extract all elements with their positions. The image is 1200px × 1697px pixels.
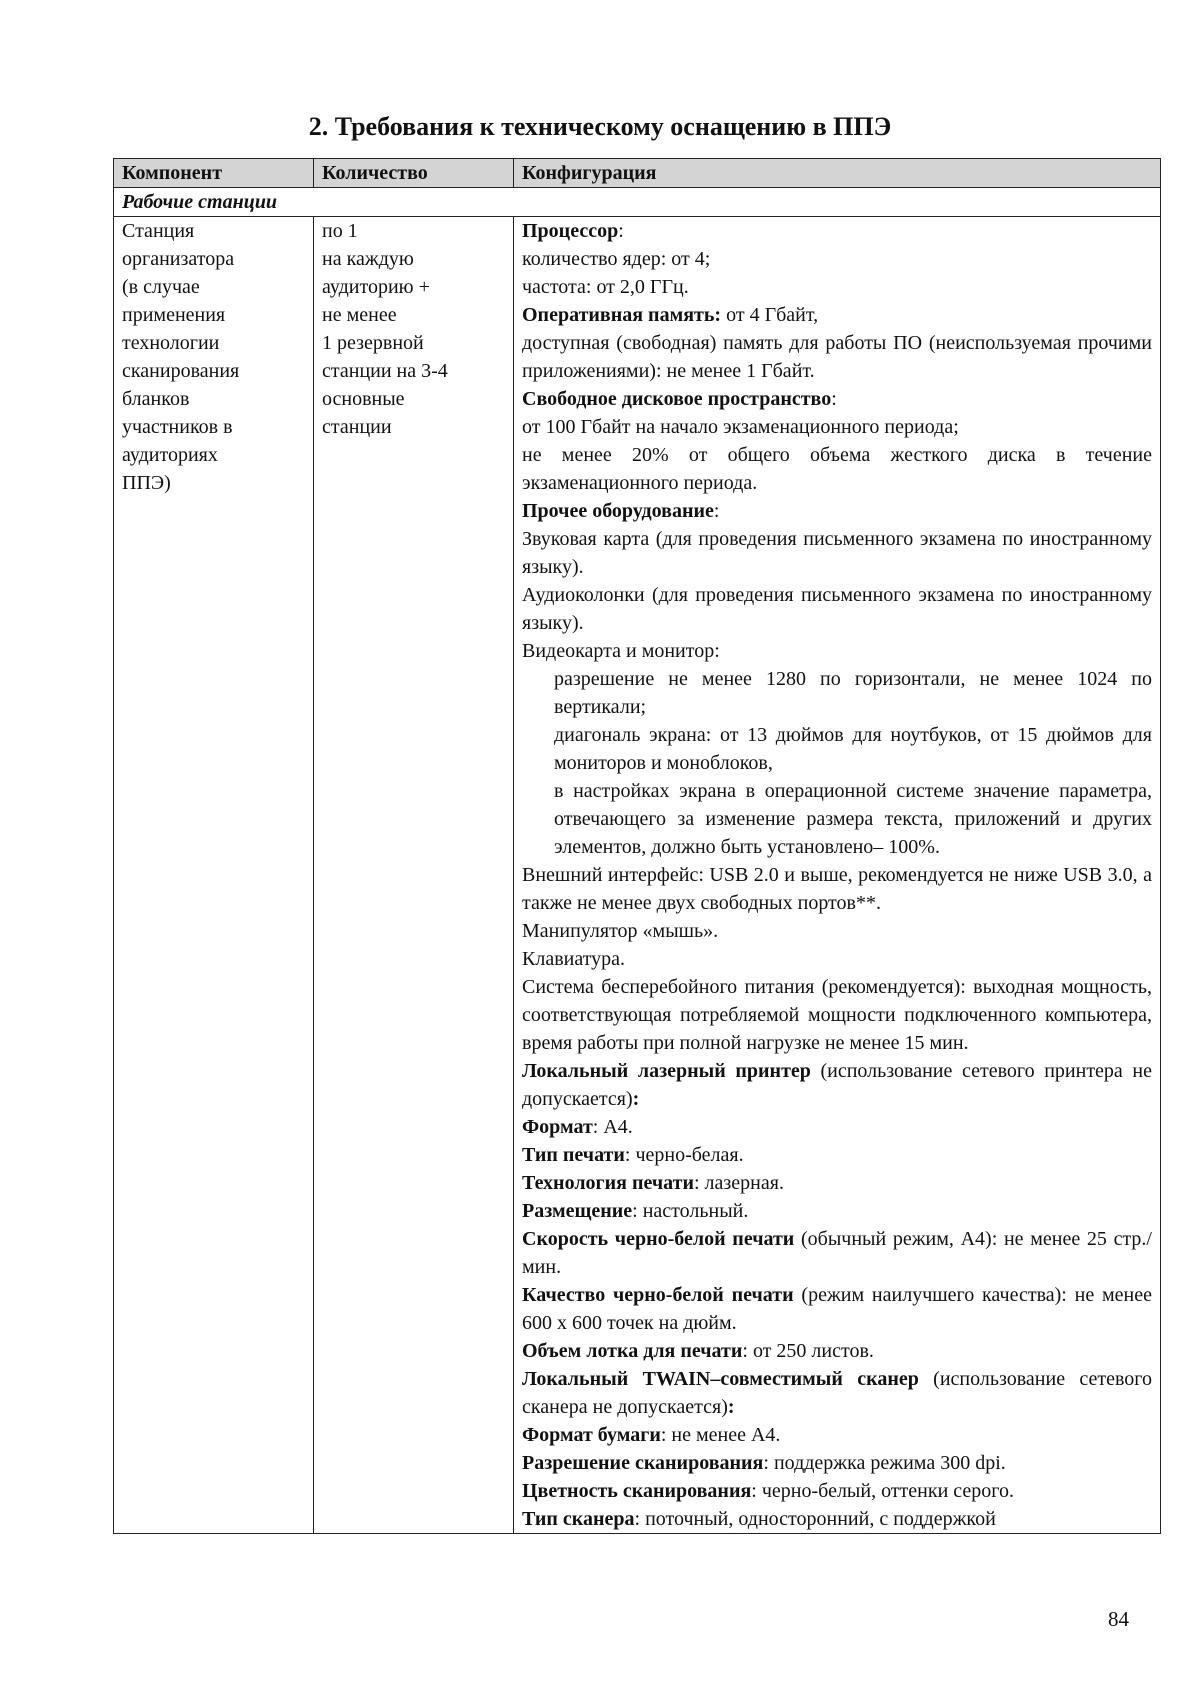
config-line-bold: Технология печати (522, 1172, 694, 1194)
quantity-cell: по 1 на каждую аудиторию + не менее 1 резервной станции на 3-4 основные станции (314, 217, 514, 1534)
config-line-text: Клавиатура. (522, 948, 626, 970)
config-line (522, 273, 1152, 301)
config-line (522, 1281, 1152, 1337)
config-line-text: от 4 Гбайт, (721, 304, 819, 326)
config-line-text: в настройках экрана в операционной системе значение параметра, отвечающего за изменение размера текста, приложений и других элементов, должно быть установлено– 100%. (554, 780, 1152, 858)
config-line-text: от 100 Гбайт на начало экзаменационного периода; (522, 416, 959, 438)
config-line (522, 525, 1152, 581)
config-line (522, 581, 1152, 637)
config-line-bold: Тип сканера (522, 1508, 635, 1530)
config-line-bold: Локальный лазерный принтер (522, 1060, 811, 1082)
config-line (522, 441, 1152, 497)
config-line (522, 217, 1152, 245)
config-line-text: : (618, 220, 624, 242)
config-line (522, 413, 1152, 441)
table-header-row (114, 159, 1161, 188)
config-line-text: : от 250 листов. (742, 1340, 874, 1362)
config-line-text: (использование сетевого принтера не допускается) (522, 1060, 1152, 1110)
config-line-text: : (713, 500, 720, 522)
config-line-text: Внешний интерфейс: USB 2.0 и выше, рекомендуется не ниже USB 3.0, а также не менее двух свободных портов**. (522, 864, 1152, 914)
config-line-bold: Размещение (522, 1200, 633, 1222)
configuration-cell (514, 217, 1161, 1534)
config-line-text: Видеокарта и монитор: (522, 640, 720, 662)
table-row (114, 217, 1161, 1534)
config-line (522, 1477, 1152, 1505)
config-line-text: не менее 20% от общего объема жесткого диска в течение экзаменационного периода. (522, 444, 1152, 494)
page-number: 84 (1108, 1607, 1129, 1631)
config-line-bold: Тип печати (522, 1144, 625, 1166)
config-line (522, 1141, 1152, 1169)
config-line (522, 497, 1152, 525)
config-line (522, 945, 1152, 973)
config-line (522, 917, 1152, 945)
config-line-text: частота: от 2,0 ГГц. (522, 276, 689, 298)
config-line-text: количество ядер: от 4; (522, 248, 711, 270)
config-line (522, 973, 1152, 1057)
config-line-bold: Скорость черно-белой печати (522, 1228, 795, 1250)
config-line (522, 1337, 1152, 1365)
config-line-text: (обычный режим, А4): не менее 25 стр./мин. (522, 1228, 1152, 1278)
header-quantity: Количество (314, 159, 514, 188)
component-cell: Станция организатора (в случае применения технологии сканирования бланков участников в аудиториях ППЭ) (114, 217, 314, 1534)
config-line-text: : поддержка режима 300 dpi. (763, 1452, 1006, 1474)
config-line-text: : черно-белая. (624, 1144, 744, 1166)
config-line-bold-suffix: : (727, 1396, 735, 1418)
config-line-bold: Разрешение сканирования (522, 1452, 764, 1474)
config-line (522, 245, 1152, 273)
config-line-text: : поточный, односторонний, с поддержкой (634, 1508, 996, 1530)
config-line (522, 665, 1152, 721)
config-line (522, 385, 1152, 413)
section-heading: 2. Требования к техническому оснащению в ППЭ (308, 112, 892, 141)
config-line-text: : не менее А4. (660, 1424, 781, 1446)
config-line (522, 1505, 1152, 1533)
config-line-text: разрешение не менее 1280 по горизонтали, не менее 1024 по вертикали; (554, 668, 1152, 718)
config-line (522, 637, 1152, 665)
config-line (522, 1365, 1152, 1421)
config-line-bold: Формат бумаги (522, 1424, 661, 1446)
config-line (522, 1169, 1152, 1197)
group-row (114, 188, 1161, 217)
config-line-text: (режим наилучшего качества): не менее 600 x 600 точек на дюйм. (522, 1284, 1152, 1334)
config-line-text: : А4. (592, 1116, 633, 1138)
config-line (522, 1057, 1152, 1113)
config-line-text: Манипулятор «мышь». (522, 920, 719, 942)
config-line-bold: Прочее оборудование (522, 500, 714, 522)
config-line-text: Аудиоколонки (для проведения письменного экзамена по иностранному языку). (522, 584, 1152, 634)
group-label: Рабочие станции (114, 188, 1161, 217)
config-line-bold: Формат (522, 1116, 593, 1138)
config-line (522, 1197, 1152, 1225)
config-line-text: (использование сетевого сканера не допускается) (522, 1368, 1152, 1418)
config-line-bold: Цветность сканирования (522, 1480, 752, 1502)
config-line (522, 1421, 1152, 1449)
config-line (522, 721, 1152, 777)
config-line-bold: Свободное дисковое пространство (522, 388, 832, 410)
config-line-text: : настольный. (632, 1200, 749, 1222)
config-line (522, 301, 1152, 329)
config-line-text: Звуковая карта (для проведения письменного экзамена по иностранному языку). (522, 528, 1152, 578)
config-line-bold-suffix: : (632, 1088, 640, 1110)
config-line (522, 861, 1152, 917)
config-line-text: : лазерная. (693, 1172, 784, 1194)
header-configuration: Конфигурация (514, 159, 1161, 188)
config-line-bold: Оперативная память: (522, 304, 722, 326)
config-line-bold: Процессор (522, 220, 619, 242)
config-line-text: Система бесперебойного питания (рекомендуется): выходная мощность, соответствующая потребляемой мощности подключенного компьютера, время работы при полной нагрузке не менее 15 мин. (522, 976, 1152, 1054)
config-line-text: доступная (свободная) память для работы ПО (неиспользуемая прочими приложениями): не менее 1 Гбайт. (522, 332, 1152, 382)
config-line-text: : (831, 388, 837, 410)
config-line-text: диагональ экрана: от 13 дюймов для ноутбуков, от 15 дюймов для мониторов и моноблоков, (554, 724, 1152, 774)
config-line (522, 777, 1152, 861)
header-component: Компонент (114, 159, 314, 188)
config-line-bold: Локальный TWAIN–совместимый сканер (522, 1368, 919, 1390)
config-line-bold: Объем лотка для печати (522, 1340, 743, 1362)
config-line-bold: Качество черно-белой печати (522, 1284, 794, 1306)
requirements-table (113, 158, 1161, 1534)
config-line (522, 1449, 1152, 1477)
config-line (522, 329, 1152, 385)
config-line-text: : черно-белый, оттенки серого. (751, 1480, 1014, 1502)
config-line (522, 1113, 1152, 1141)
config-line (522, 1225, 1152, 1281)
